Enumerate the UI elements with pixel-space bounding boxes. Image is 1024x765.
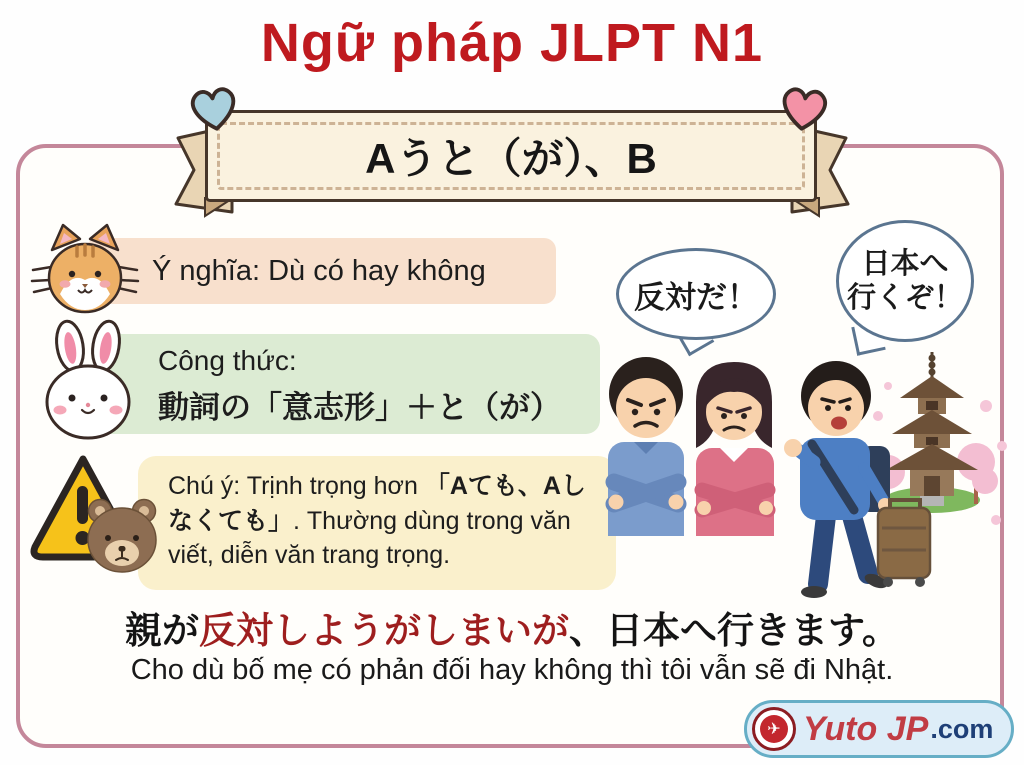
logo-badge <box>752 707 796 751</box>
suitcase-illustration <box>878 500 930 587</box>
son-speech-line2: 行くぞ！ <box>846 282 963 314</box>
mother-figure <box>696 362 774 536</box>
note-text-prefix: Chú ý: Trịnh trọng hơn <box>168 472 425 500</box>
cat-icon <box>30 222 140 320</box>
logo-domain-text: .com <box>930 713 994 744</box>
heart-icon-pink <box>775 81 833 137</box>
father-figure <box>608 357 684 536</box>
logo-brand-text: Yuto JP <box>803 709 929 748</box>
note-text-suffix: . Thường dùng trong văn viết, diễn văn trang trọng. <box>168 506 571 569</box>
example-pre: 親が <box>124 610 199 651</box>
example-post: 、日本へ行きます。 <box>568 610 900 651</box>
page-title: Ngữ pháp JLPT N1 <box>260 13 764 73</box>
son-speech-line1: 日本へ <box>861 247 949 280</box>
meaning-text: Ý nghĩa: Dù có hay không <box>152 254 486 287</box>
grammar-banner <box>205 110 817 202</box>
grammar-pattern: Aうと（が）、B <box>365 135 657 182</box>
speech-bubble-son <box>836 220 974 342</box>
meaning-row <box>86 238 556 304</box>
heart-icon-blue <box>185 81 243 138</box>
formula-row <box>98 334 600 434</box>
note-row <box>138 456 616 590</box>
brand-logo <box>744 700 1014 758</box>
formula-label: Công thức: <box>158 345 297 376</box>
bear-icon <box>84 496 160 574</box>
example-sentence-jp <box>0 600 1024 654</box>
rabbit-icon <box>32 318 144 442</box>
plane-icon: ✈ <box>760 715 788 743</box>
example-translation-vi: Cho dù bố mẹ có phản đối hay không thì tôi vẫn sẽ đi Nhật. <box>130 654 894 686</box>
note-text-bold: 「Aても、Aしなくても」 <box>168 472 586 535</box>
speech-bubble-parents <box>616 248 776 340</box>
example-highlight: 反対しようがしまいが <box>198 610 569 651</box>
illustration-scene <box>588 350 1024 616</box>
formula-value: 動詞の「意志形」＋と（が） <box>158 390 561 425</box>
parents-speech-text: 反対だ！ <box>634 279 758 315</box>
